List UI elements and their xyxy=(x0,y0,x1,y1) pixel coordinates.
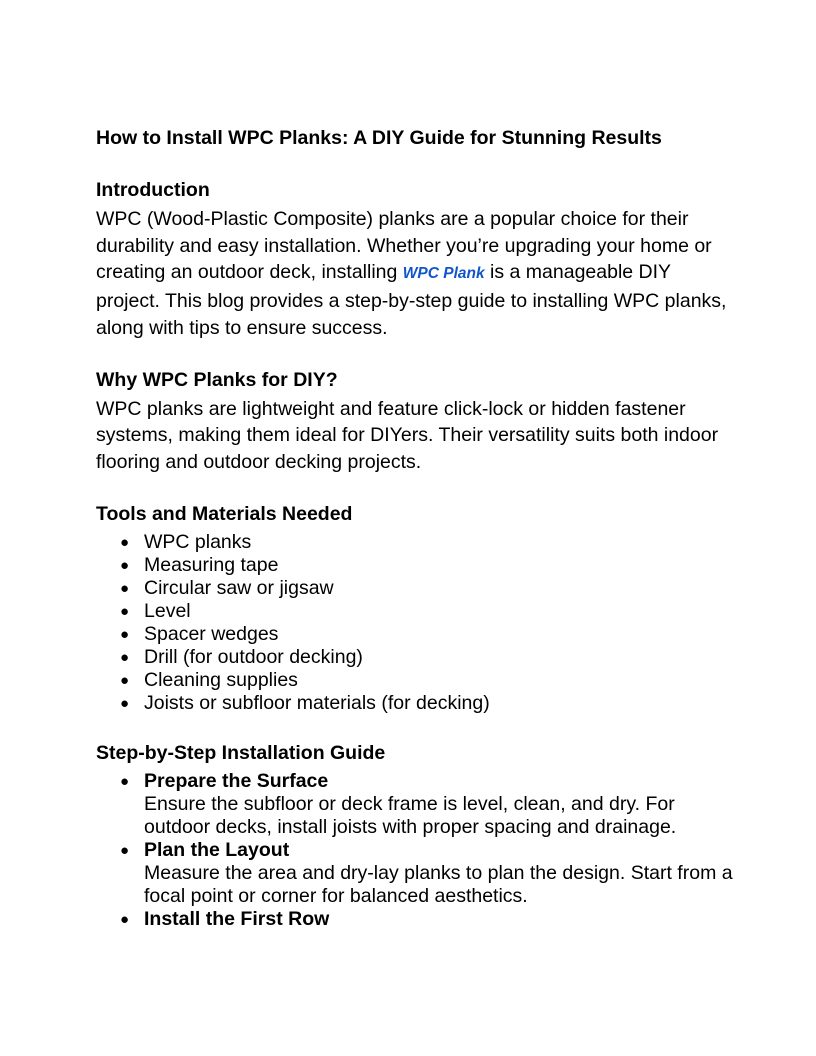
tools-list xyxy=(96,531,736,715)
step-item xyxy=(120,770,736,839)
step-title: Install the First Row xyxy=(144,907,330,930)
list-item xyxy=(120,531,736,554)
intro-paragraph xyxy=(96,206,736,342)
tool-item-label: Drill (for outdoor decking) xyxy=(144,645,363,668)
step-item xyxy=(120,908,736,931)
bullet-icon: ● xyxy=(120,671,130,689)
bullet-icon: ● xyxy=(120,579,130,597)
bullet-icon: ● xyxy=(120,625,130,643)
tool-item-label: Measuring tape xyxy=(144,553,279,576)
bullet-icon: ● xyxy=(120,602,130,620)
step-description: Measure the area and dry-lay planks to plan the design. Start from a focal point or corner for balanced aesthetics. xyxy=(144,861,733,907)
why-paragraph: WPC planks are lightweight and feature click-lock or hidden fastener systems, making them ideal for DIYers. Their versatility suits both indoor flooring and outdoor decking projects. xyxy=(96,397,719,473)
tool-item-label: Spacer wedges xyxy=(144,622,279,645)
bullet-icon: ● xyxy=(120,648,130,666)
intro-text-before: WPC (Wood-Plastic Composite) planks are a popular choice for their durability and easy installation. Whether you’re upgrading your home or creating an outdoor deck, installing xyxy=(96,208,712,284)
tools-heading: Tools and Materials Needed xyxy=(96,502,353,525)
wpc-plank-link[interactable]: WPC Plank xyxy=(402,265,485,283)
step-title: Plan the Layout xyxy=(144,838,290,861)
bullet-icon: ● xyxy=(120,841,130,859)
intro-heading: Introduction xyxy=(96,179,210,201)
list-item xyxy=(120,577,736,600)
list-item xyxy=(120,554,736,577)
list-item xyxy=(120,692,736,715)
page-title: How to Install WPC Planks: A DIY Guide for Stunning Results xyxy=(96,127,662,149)
bullet-icon: ● xyxy=(120,556,130,574)
tool-item-label: Cleaning supplies xyxy=(144,668,298,691)
why-heading: Why WPC Planks for DIY? xyxy=(96,368,338,391)
bullet-icon: ● xyxy=(120,910,130,928)
step-title: Prepare the Surface xyxy=(144,769,329,792)
bullet-icon: ● xyxy=(120,694,130,712)
list-item xyxy=(120,646,736,669)
intro-text-after: is a manageable DIY project. This blog provides a step-by-step guide to installing WPC planks, along with tips to ensure success. xyxy=(96,261,727,339)
tool-item-label: Circular saw or jigsaw xyxy=(144,576,334,599)
step-item xyxy=(120,839,736,908)
document-page xyxy=(96,124,736,931)
bullet-icon: ● xyxy=(120,533,130,551)
bullet-icon: ● xyxy=(120,772,130,790)
step-description: Ensure the subfloor or deck frame is level, clean, and dry. For outdoor decks, install joists with proper spacing and drainage. xyxy=(144,792,677,838)
steps-list xyxy=(96,770,736,931)
steps-heading: Step-by-Step Installation Guide xyxy=(96,741,386,764)
list-item xyxy=(120,669,736,692)
tool-item-label: Joists or subfloor materials (for decking) xyxy=(144,691,490,714)
tool-item-label: WPC planks xyxy=(144,530,252,553)
list-item xyxy=(120,623,736,646)
tool-item-label: Level xyxy=(144,599,191,622)
list-item xyxy=(120,600,736,623)
